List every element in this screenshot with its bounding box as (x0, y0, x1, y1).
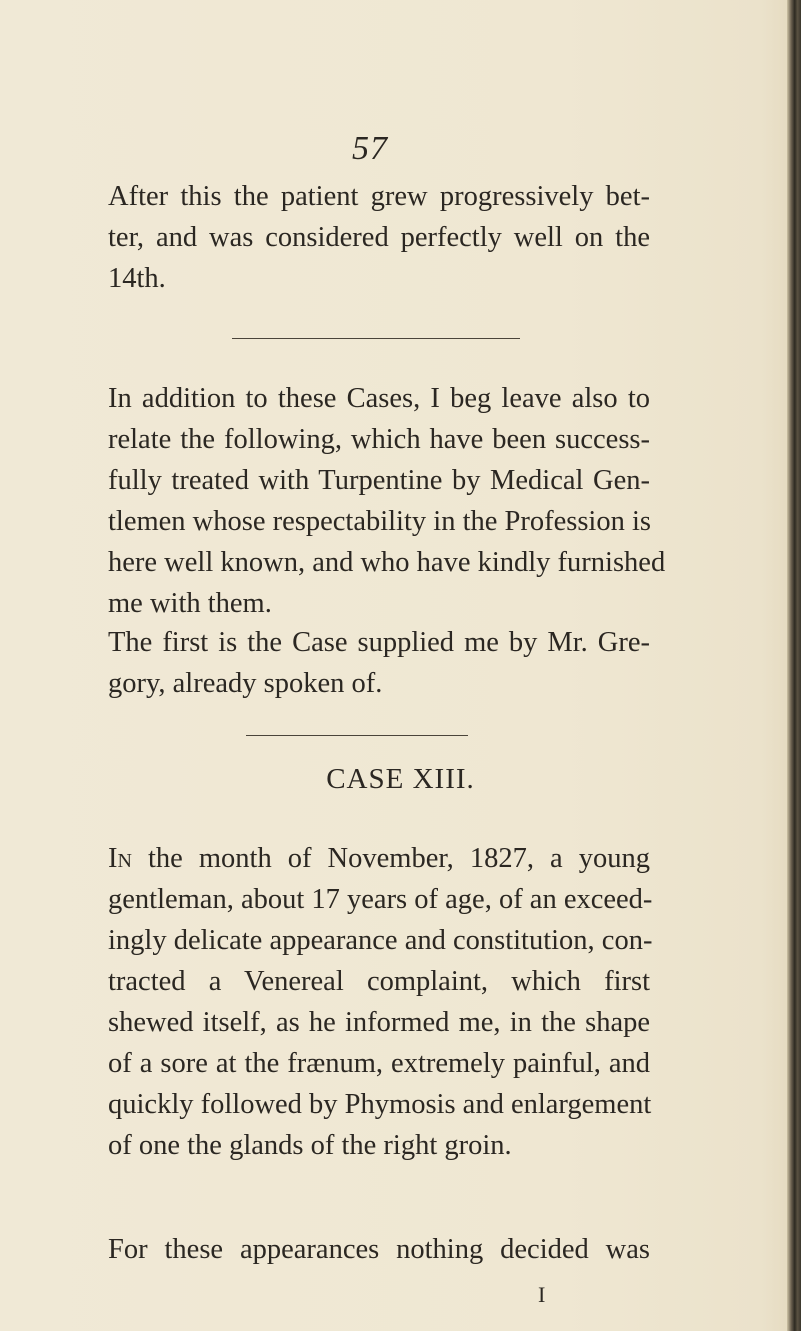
text-line: 14th. (108, 263, 166, 294)
case-paragraph (108, 838, 653, 1166)
text-line: here well known, and who have kindly furnished (108, 547, 666, 578)
text-line: me with them. (108, 588, 272, 619)
first-line-rest: the month of November, 1827, a young (131, 843, 650, 874)
text-line: relate the following, which have been success- (108, 424, 650, 455)
final-line (108, 1229, 650, 1270)
case-heading: CASE XIII. (326, 763, 475, 795)
text-line: shewed itself, as he informed me, in the shape (108, 1007, 650, 1038)
text-line: After this the patient grew progressively bet- (108, 181, 650, 212)
text-line: The first is the Case supplied me by Mr. Gre- (108, 627, 650, 658)
first-word-small-caps: In (108, 843, 132, 874)
text-line: ter, and was considered perfectly well on the (108, 222, 650, 253)
page-edge (787, 0, 801, 1331)
text-line: gentleman, about 17 years of age, of an exceed- (108, 884, 653, 915)
paragraph-3 (108, 622, 650, 704)
text-line: For these appearances nothing decided was (108, 1234, 650, 1265)
text-line: tracted a Venereal complaint, which first (108, 966, 650, 997)
text-line (108, 838, 650, 879)
text-line: fully treated with Turpentine by Medical Gen- (108, 465, 650, 496)
paragraph-1 (108, 176, 650, 299)
text-line: of a sore at the frænum, extremely painful, and (108, 1048, 650, 1079)
paragraph-2 (108, 378, 666, 624)
section-divider (246, 735, 468, 736)
signature-mark: I (538, 1282, 546, 1307)
section-divider (232, 338, 520, 339)
text-line: ingly delicate appearance and constitution, con- (108, 925, 653, 956)
text-line: gory, already spoken of. (108, 668, 383, 699)
page-number: 57 (352, 130, 388, 167)
text-line: tlemen whose respectability in the Profession is (108, 506, 651, 537)
text-line: In addition to these Cases, I beg leave also to (108, 383, 650, 414)
text-line: quickly followed by Phymosis and enlargement (108, 1089, 652, 1120)
text-line: of one the glands of the right groin. (108, 1130, 512, 1161)
